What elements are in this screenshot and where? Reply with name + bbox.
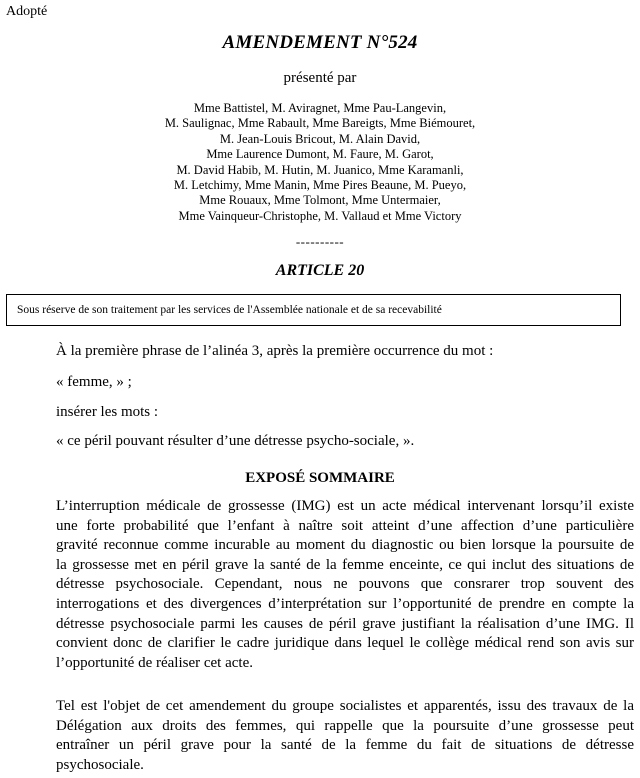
authors-line: M. David Habib, M. Hutin, M. Juanico, Mme Karamanli, <box>176 162 464 177</box>
expose-paragraph <box>56 697 634 775</box>
paragraph-line: interrogations et des divergences d’interprétation sur l’opportunité de prendre en compte la <box>56 595 634 612</box>
authors-line: M. Letchimy, Mme Manin, Mme Pires Beaune, M. Pueyo, <box>173 178 467 193</box>
authors-line: Mme Rouaux, Mme Tolmont, Mme Untermaier, <box>199 193 441 208</box>
paragraph-line: une forte probabilité que l’enfant à naître soit atteint d’une affection d’une particulière <box>56 517 634 534</box>
authors-line: Mme Laurence Dumont, M. Faure, M. Garot, <box>206 147 434 162</box>
dispositif-line: « femme, » ; <box>56 374 132 390</box>
authors-list <box>100 101 540 224</box>
paragraph-line: convient donc de clarifier le cadre juridique dans lequel le collège médical rend son avis sur <box>56 635 634 652</box>
authors-line: M. Saulignac, Mme Rabault, Mme Bareigts, Mme Biémouret, <box>164 116 476 131</box>
paragraph-line: Tel est l'objet de cet amendement du groupe socialistes et apparentés, issu des travaux de la <box>56 698 634 714</box>
separator-dashes: ---------- <box>295 234 345 249</box>
paragraph-line: entraîner un péril grave pour la santé de la femme du fait de situations de détresse <box>56 737 634 754</box>
paragraph-line: détresse psychosociale. Cependant, nous ne pouvons que consrarer trop souvent des <box>56 576 634 593</box>
status-label: Adopté <box>6 4 48 19</box>
paragraph-line: psychosociale. <box>56 756 144 773</box>
amendment-title: AMENDEMENT N°524 <box>222 32 418 53</box>
dispositif-line: insérer les mots : <box>56 404 159 420</box>
presented-by-label: présenté par <box>283 70 357 86</box>
paragraph-line: Délégation aux droits des femmes, qui rappelle que la poursuite d’une grossesse peut <box>56 717 634 734</box>
dispositif-line: À la première phrase de l’alinéa 3, après la première occurrence du mot : <box>56 343 494 359</box>
authors-line: M. Jean-Louis Bricout, M. Alain David, <box>219 131 421 146</box>
authors-line: Mme Battistel, M. Aviragnet, Mme Pau-Langevin, <box>193 101 447 115</box>
dispositif-line: « ce péril pouvant résulter d’une détresse psycho-sociale, ». <box>56 433 415 449</box>
paragraph-line: la grossesse met en péril grave la santé de la femme enceinte, ce qui inclut des situations de <box>56 556 634 573</box>
expose-sommaire-heading: EXPOSÉ SOMMAIRE <box>245 470 395 486</box>
expose-paragraph <box>56 497 634 673</box>
reservation-notice-box: Sous réserve de son traitement par les services de l'Assemblée nationale et de sa recevabilité <box>6 294 621 326</box>
paragraph-line: détresse psychosociale parmi les causes de péril grave justifiant la réalisation d’une IMG. Il <box>56 615 634 632</box>
paragraph-line: l’opportunité de réaliser cet acte. <box>56 654 253 671</box>
paragraph-line: L’interruption médicale de grossesse (IMG) est un acte médical intervenant lorsqu’il existe <box>56 498 634 514</box>
article-heading: ARTICLE 20 <box>275 262 365 279</box>
paragraph-line: gravité reconnue comme incurable au moment du diagnostic ou bien lorsque la poursuite de <box>56 537 634 554</box>
authors-line: Mme Vainqueur-Christophe, M. Vallaud et Mme Victory <box>178 208 462 223</box>
